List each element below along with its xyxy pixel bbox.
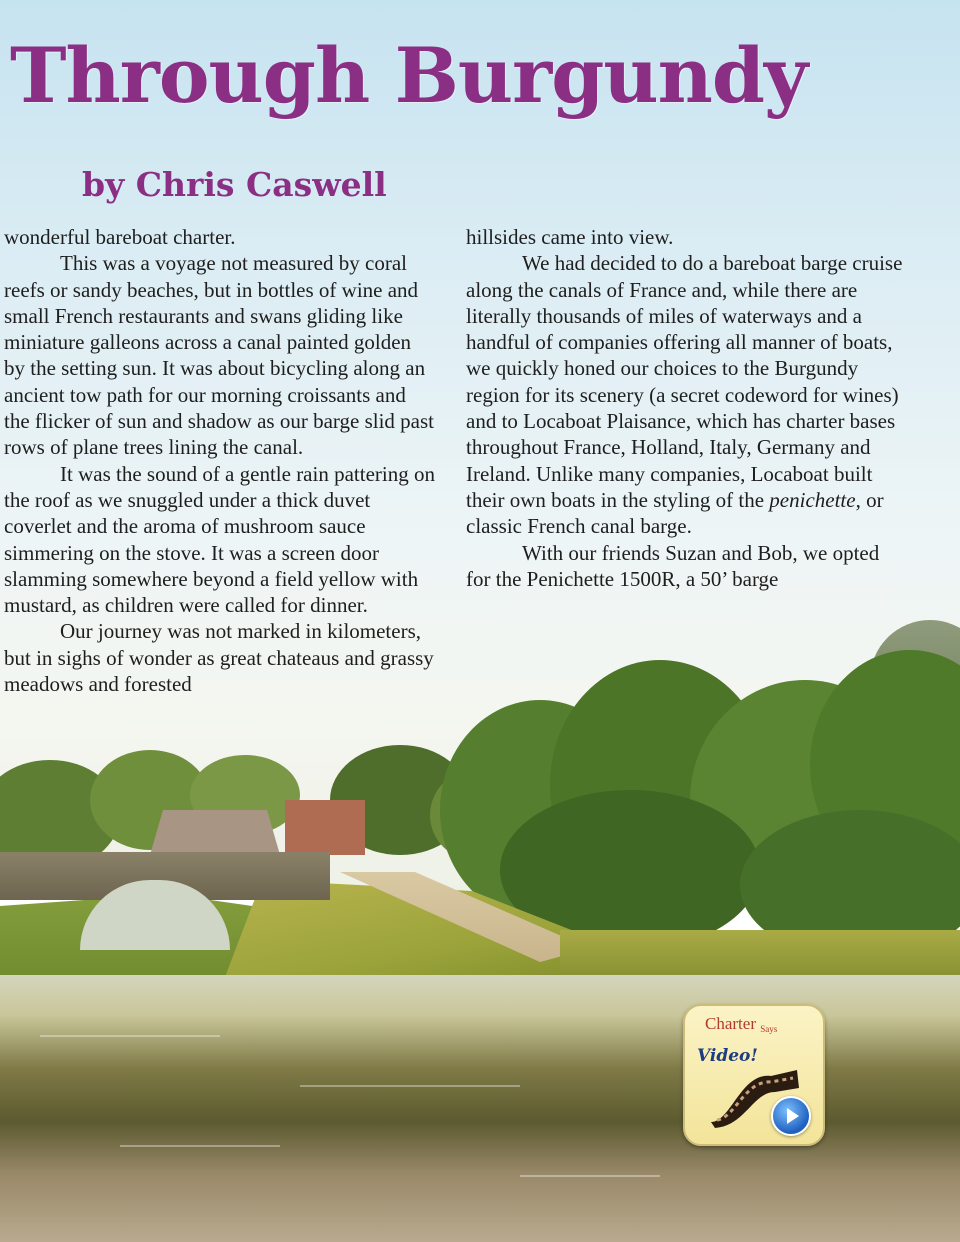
article-title: Through Burgundy xyxy=(10,31,808,120)
paragraph xyxy=(466,250,906,539)
article-byline: by Chris Caswell xyxy=(82,165,387,204)
text-column-right xyxy=(466,224,906,592)
paragraph: hillsides came into view. xyxy=(466,225,674,249)
paragraph-text: , or classic French canal barge. xyxy=(466,487,884,539)
badge-brand-small: Says xyxy=(760,1024,778,1034)
house xyxy=(150,810,280,855)
badge-brand-text: Charter xyxy=(705,1014,756,1033)
badge-brand xyxy=(705,1014,777,1034)
text-column-left xyxy=(4,224,436,697)
paragraph: It was the sound of a gentle rain pattering on the roof as we snuggled under a thick duvet coverlet and the aroma of mushroom sauce simmering on the stove. It was a screen door slamming somewhere beyond a field yellow with mustard, as children were called for dinner. xyxy=(4,461,435,618)
paragraph: Our journey was not marked in kilometers, but in sighs of wonder as great chateaus and grassy meadows and forested xyxy=(4,619,434,697)
play-icon[interactable] xyxy=(771,1096,811,1136)
italic-term: penichette xyxy=(769,487,856,512)
paragraph-text: We had decided to do a bareboat barge cruise along the canals of France and, while there are literally thousands of miles of waterways and a handful of companies offering all manner of boats, we quickly honed our choices to the Burgundy region for its scenery (a secret codeword for wines) and to Locaboat Plaisance, which has charter bases throughout France, Holland, Italy, Germany and Ireland. Unlike many companies, Locaboat built their own boats in the styling of the xyxy=(466,251,903,512)
paragraph: With our friends Suzan and Bob, we opted for the Penichette 1500R, a 50’ barge xyxy=(466,540,880,591)
badge-video-label: Video! xyxy=(697,1046,758,1066)
paragraph: wonderful bareboat charter. xyxy=(4,225,236,249)
video-badge-button[interactable] xyxy=(683,1004,825,1146)
paragraph: This was a voyage not measured by coral reefs or sandy beaches, but in bottles of wine and small French restaurants and swans gliding like miniature galleons across a canal painted golden by the setting sun. It was about bicycling along an ancient tow path for our morning croissants and the flicker of sun and shadow as our barge slid past rows of plane trees lining the canal. xyxy=(4,251,435,460)
house-red-roof xyxy=(285,800,365,855)
